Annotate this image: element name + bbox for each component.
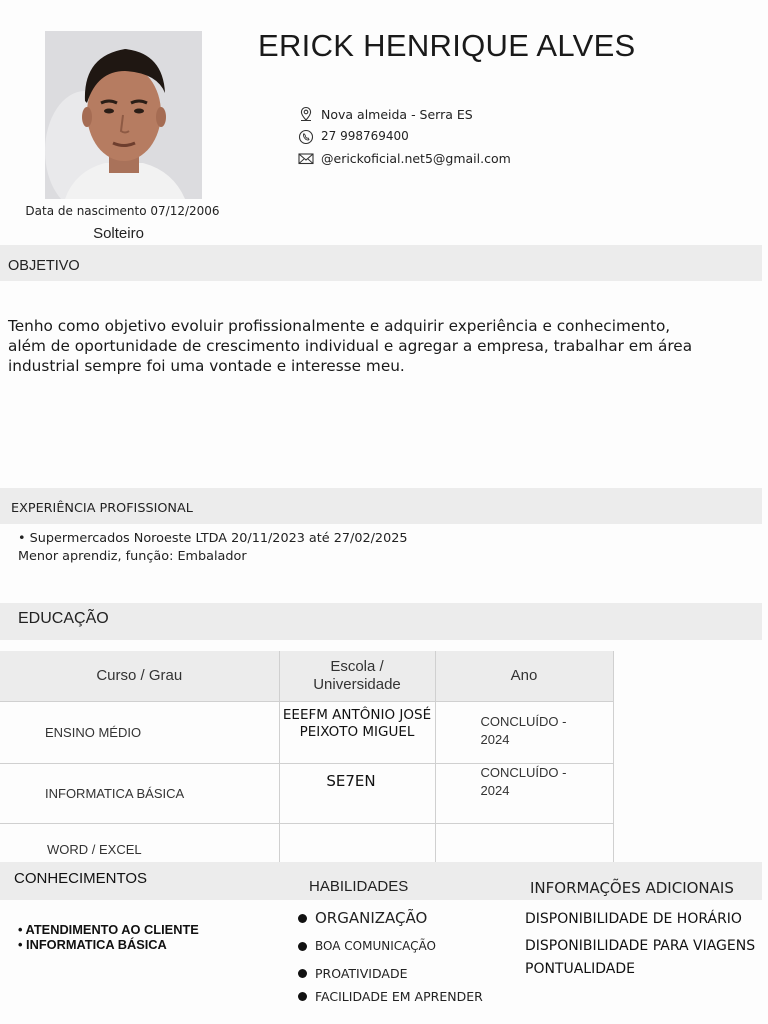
experience-title: EXPERIÊNCIA PROFISSIONAL — [11, 501, 193, 516]
skills-title: HABILIDADES — [309, 878, 409, 895]
bottom-band — [0, 862, 762, 900]
experience-line-1: • Supermercados Noroeste LTDA 20/11/2023 até 27/02/2025 — [18, 531, 408, 546]
birth-date: Data de nascimento 07/12/2006 — [25, 204, 220, 218]
skill-item — [298, 989, 483, 1004]
skill-item — [298, 909, 427, 927]
contact-phone — [298, 128, 409, 144]
knowledge-title: CONHECIMENTOS — [14, 870, 148, 887]
phone-text: 27 998769400 — [321, 129, 409, 143]
header-curso: Curso / Grau — [0, 651, 279, 702]
education-table — [0, 651, 614, 875]
header-escola: Escola / Universidade — [279, 651, 435, 702]
phone-icon — [298, 128, 314, 144]
objective-text: Tenho como objetivo evoluir profissionalmente e adquirir experiência e conhecimento, além de oportunidade de crescimento individual e agregar a empresa, trabalhar em área industrial sempre foi uma vontade e interesse meu. — [8, 317, 693, 375]
experience-entry — [18, 530, 408, 566]
education-title: EDUCAÇÃO — [18, 610, 109, 627]
additional-item: PONTUALIDADE — [525, 961, 635, 977]
bullet-dot-icon — [298, 942, 307, 951]
additional-title: INFORMAÇÕES ADICIONAIS — [530, 879, 734, 897]
envelope-icon — [298, 150, 314, 166]
row2-escola: SE7EN — [279, 764, 435, 824]
location-pin-icon — [298, 106, 314, 122]
table-row — [0, 764, 613, 824]
knowledge-list — [18, 922, 199, 952]
row1-ano: CONCLUÍDO - 2024 — [435, 702, 613, 764]
skill-label: ORGANIZAÇÃO — [315, 909, 428, 927]
skill-label: BOA COMUNICAÇÃO — [315, 939, 436, 953]
row1-curso: ENSINO MÉDIO — [0, 702, 279, 764]
skill-label: FACILIDADE EM APRENDER — [315, 989, 483, 1004]
marital-status: Solteiro — [93, 225, 144, 242]
bullet-dot-icon — [298, 969, 307, 978]
education-band — [0, 603, 762, 640]
additional-item: DISPONIBILIDADE PARA VIAGENS — [525, 938, 756, 954]
row2-curso: INFORMATICA BÁSICA — [0, 764, 279, 824]
contact-email — [298, 150, 511, 166]
location-text: Nova almeida - Serra ES — [321, 106, 473, 122]
row2-ano: CONCLUÍDO - 2024 — [435, 764, 613, 824]
skill-item — [298, 966, 407, 981]
contact-location — [298, 106, 473, 122]
list-item: • INFORMATICA BÁSICA — [18, 937, 167, 952]
row3-curso: WORD / EXCEL — [0, 824, 279, 875]
objective-band — [0, 245, 762, 281]
bullet-dot-icon — [298, 914, 307, 923]
profile-photo — [45, 31, 202, 199]
education-header-row — [0, 651, 613, 702]
skill-item — [298, 939, 436, 953]
table-row — [0, 702, 613, 764]
row1-escola: EEEFM ANTÔNIO JOSÉ PEIXOTO MIGUEL — [279, 702, 435, 764]
skill-label: PROATIVIDADE — [315, 966, 408, 981]
candidate-name: ERICK HENRIQUE ALVES — [258, 28, 636, 63]
bullet-dot-icon — [298, 992, 307, 1001]
objective-title: OBJETIVO — [8, 258, 80, 274]
experience-band — [0, 488, 762, 524]
email-text[interactable]: @erickoficial.net5@gmail.com — [321, 150, 511, 166]
header-ano: Ano — [435, 651, 613, 702]
list-item: • ATENDIMENTO AO CLIENTE — [18, 922, 199, 937]
additional-item: DISPONIBILIDADE DE HORÁRIO — [525, 911, 742, 927]
experience-line-2: Menor aprendiz, função: Embalador — [18, 549, 247, 564]
